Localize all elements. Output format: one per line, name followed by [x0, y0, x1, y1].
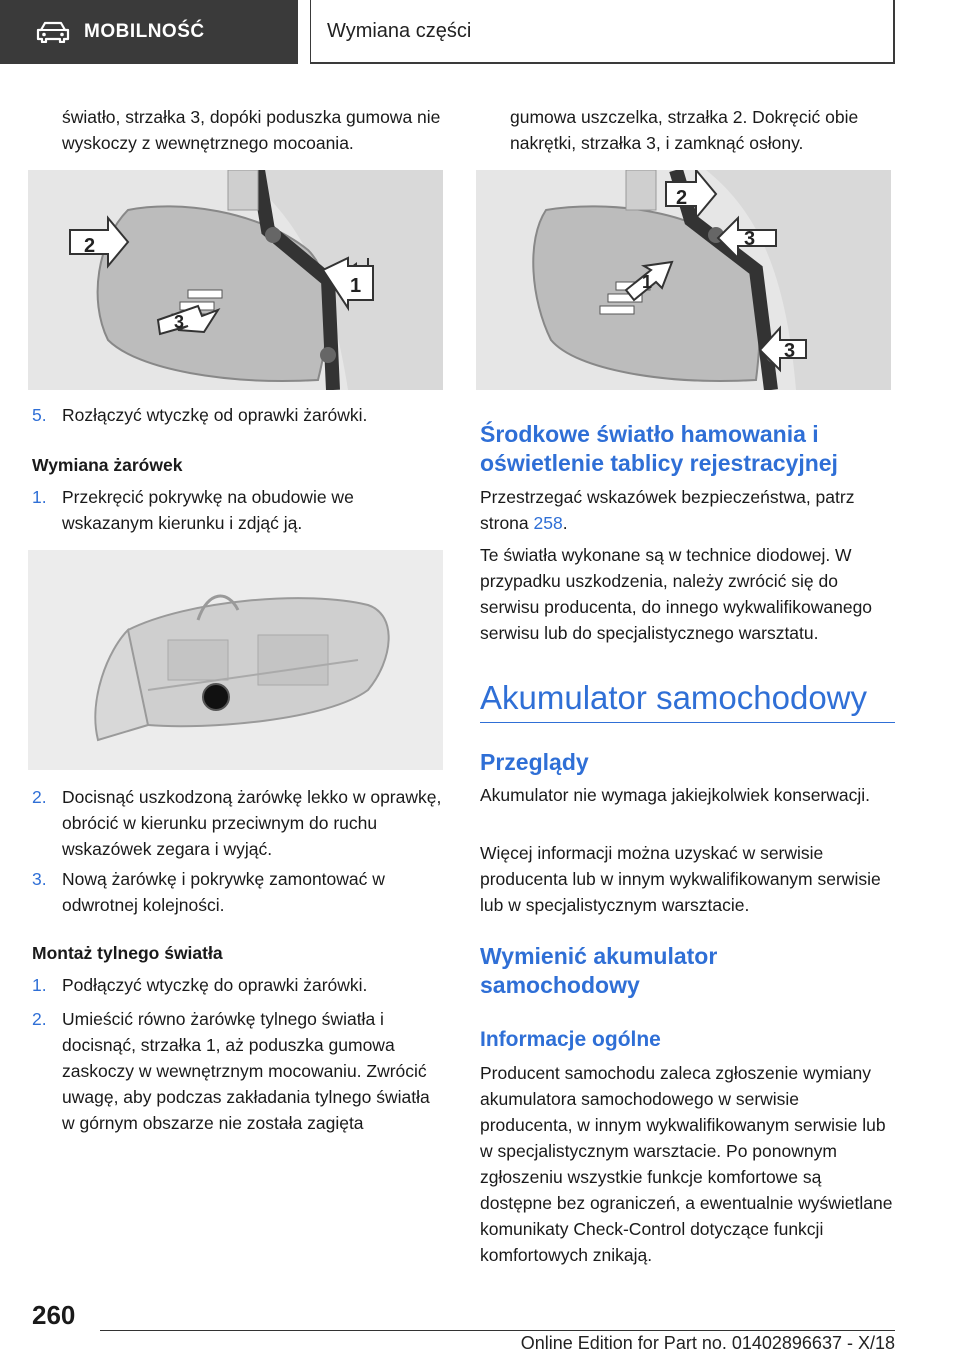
edition-text: Online Edition for Part no. 01402896637 - X/18 [520, 1333, 895, 1353]
mount-step-2: 2. Umieścić równo żarówkę tylnego światła i docisnąć, strzałka 1, aż poduszka gumowa zaskoczy w wewnętrznym mocowaniu. Zwrócić uwagę, aby podczas zakładania tylnego światła w górnym obszarze nie została zagięta [32, 1009, 430, 1133]
bulbs-step-2: 2. Docisnąć uszkodzoną żarówkę lekko w oprawkę, obrócić w kierunku przeciwnym do ruchu wskazówek zegara i wyjąć. [32, 787, 442, 859]
fig1-label-2: 2 [84, 235, 96, 257]
brake-p2: Te światła wykonane są w technice diodowej. W przypadku uszkodzenia, należy zwrócić się do serwisu producenta, do innego wykwalifikowanego serwisu lub do specjalistycznego warsztatu. [480, 545, 873, 643]
fig2-label-3b: 3 [784, 340, 796, 362]
figure-lamp-housing [28, 550, 443, 770]
page-number: 260 [32, 1300, 76, 1330]
inspection-p2: Więcej informacji można uzyskać w serwisie producenta lub w innym wykwalifikowanym serwisie lub w specjalistycznym warsztacie. [480, 843, 881, 915]
page-title-box [310, 0, 895, 64]
car-icon [36, 21, 70, 43]
section-tab [0, 0, 298, 64]
page-title: Wymiana części [327, 19, 472, 42]
mount-step-1: 1. Podłączyć wtyczkę do oprawki żarówki. [32, 975, 368, 995]
fig2-label-2: 2 [676, 187, 688, 209]
lamp-housing-illustration [28, 550, 443, 770]
left-intro: światło, strzałka 3, dopóki poduszka gumowa nie wyskoczy z wewnętrznego mocoania. [62, 107, 441, 153]
bulbs-step-3: 3. Nową żarówkę i pokrywkę zamontować w odwrotnej kolejności. [32, 869, 385, 915]
bulbs-step-1: 1. Przekręcić pokrywkę na obudowie we wskazanym kierunku i zdjąć ją. [32, 487, 354, 533]
brake-light-heading: Środkowe światło hamowania i oświetlenie tablicy rejestracyjnej [480, 421, 838, 476]
fig2-label-1: 1 [642, 272, 653, 292]
bulbs-heading: Wymiana żarówek [32, 455, 183, 475]
figure-tail-light-removal [28, 170, 443, 390]
tail-light-illustration [28, 170, 443, 390]
page-link-258[interactable]: 258 [533, 513, 563, 533]
general-info-heading: Informacje ogólne [480, 1028, 661, 1051]
fig1-label-1: 1 [350, 275, 362, 297]
replace-battery-heading: Wymienić akumulator samochodowy [480, 943, 718, 998]
general-info-p: Producent samochodu zaleca zgłoszenie wymiany akumulatora samochodowego w serwisie producenta, w innym wykwalifikowanym serwisie lub w specjalistycznym warsztacie. Po ponownym zgłoszeniu wszystkie funkcje komfortowe są dostępne bez ograniczeń, a ewentualnie wyświetlane komunikaty Check-Control dotyczące funkcji komfortowych znikają. [480, 1063, 893, 1265]
brake-p1: Przestrzegać wskazówek bezpieczeństwa, patrz strona 258. [480, 487, 855, 533]
section-name: MOBILNOŚĆ [84, 21, 205, 42]
inspection-p1: Akumulator nie wymaga jakiejkolwiek konserwacji. [480, 785, 871, 805]
inspection-heading: Przeglądy [480, 749, 589, 775]
battery-title: Akumulator samochodowy [480, 678, 895, 723]
footer-divider [100, 1330, 895, 1331]
fig2-label-3a: 3 [744, 228, 756, 250]
fig1-label-3: 3 [174, 312, 185, 332]
figure-tail-light-installation [476, 170, 891, 390]
tail-light-install-illustration [476, 170, 891, 390]
mount-heading: Montaż tylnego światła [32, 943, 223, 963]
left-step-5: 5. Rozłączyć wtyczkę od oprawki żarówki. [32, 405, 368, 425]
right-intro: gumowa uszczelka, strzałka 2. Dokręcić obie nakrętki, strzałka 3, i zamknąć osłony. [510, 107, 859, 153]
